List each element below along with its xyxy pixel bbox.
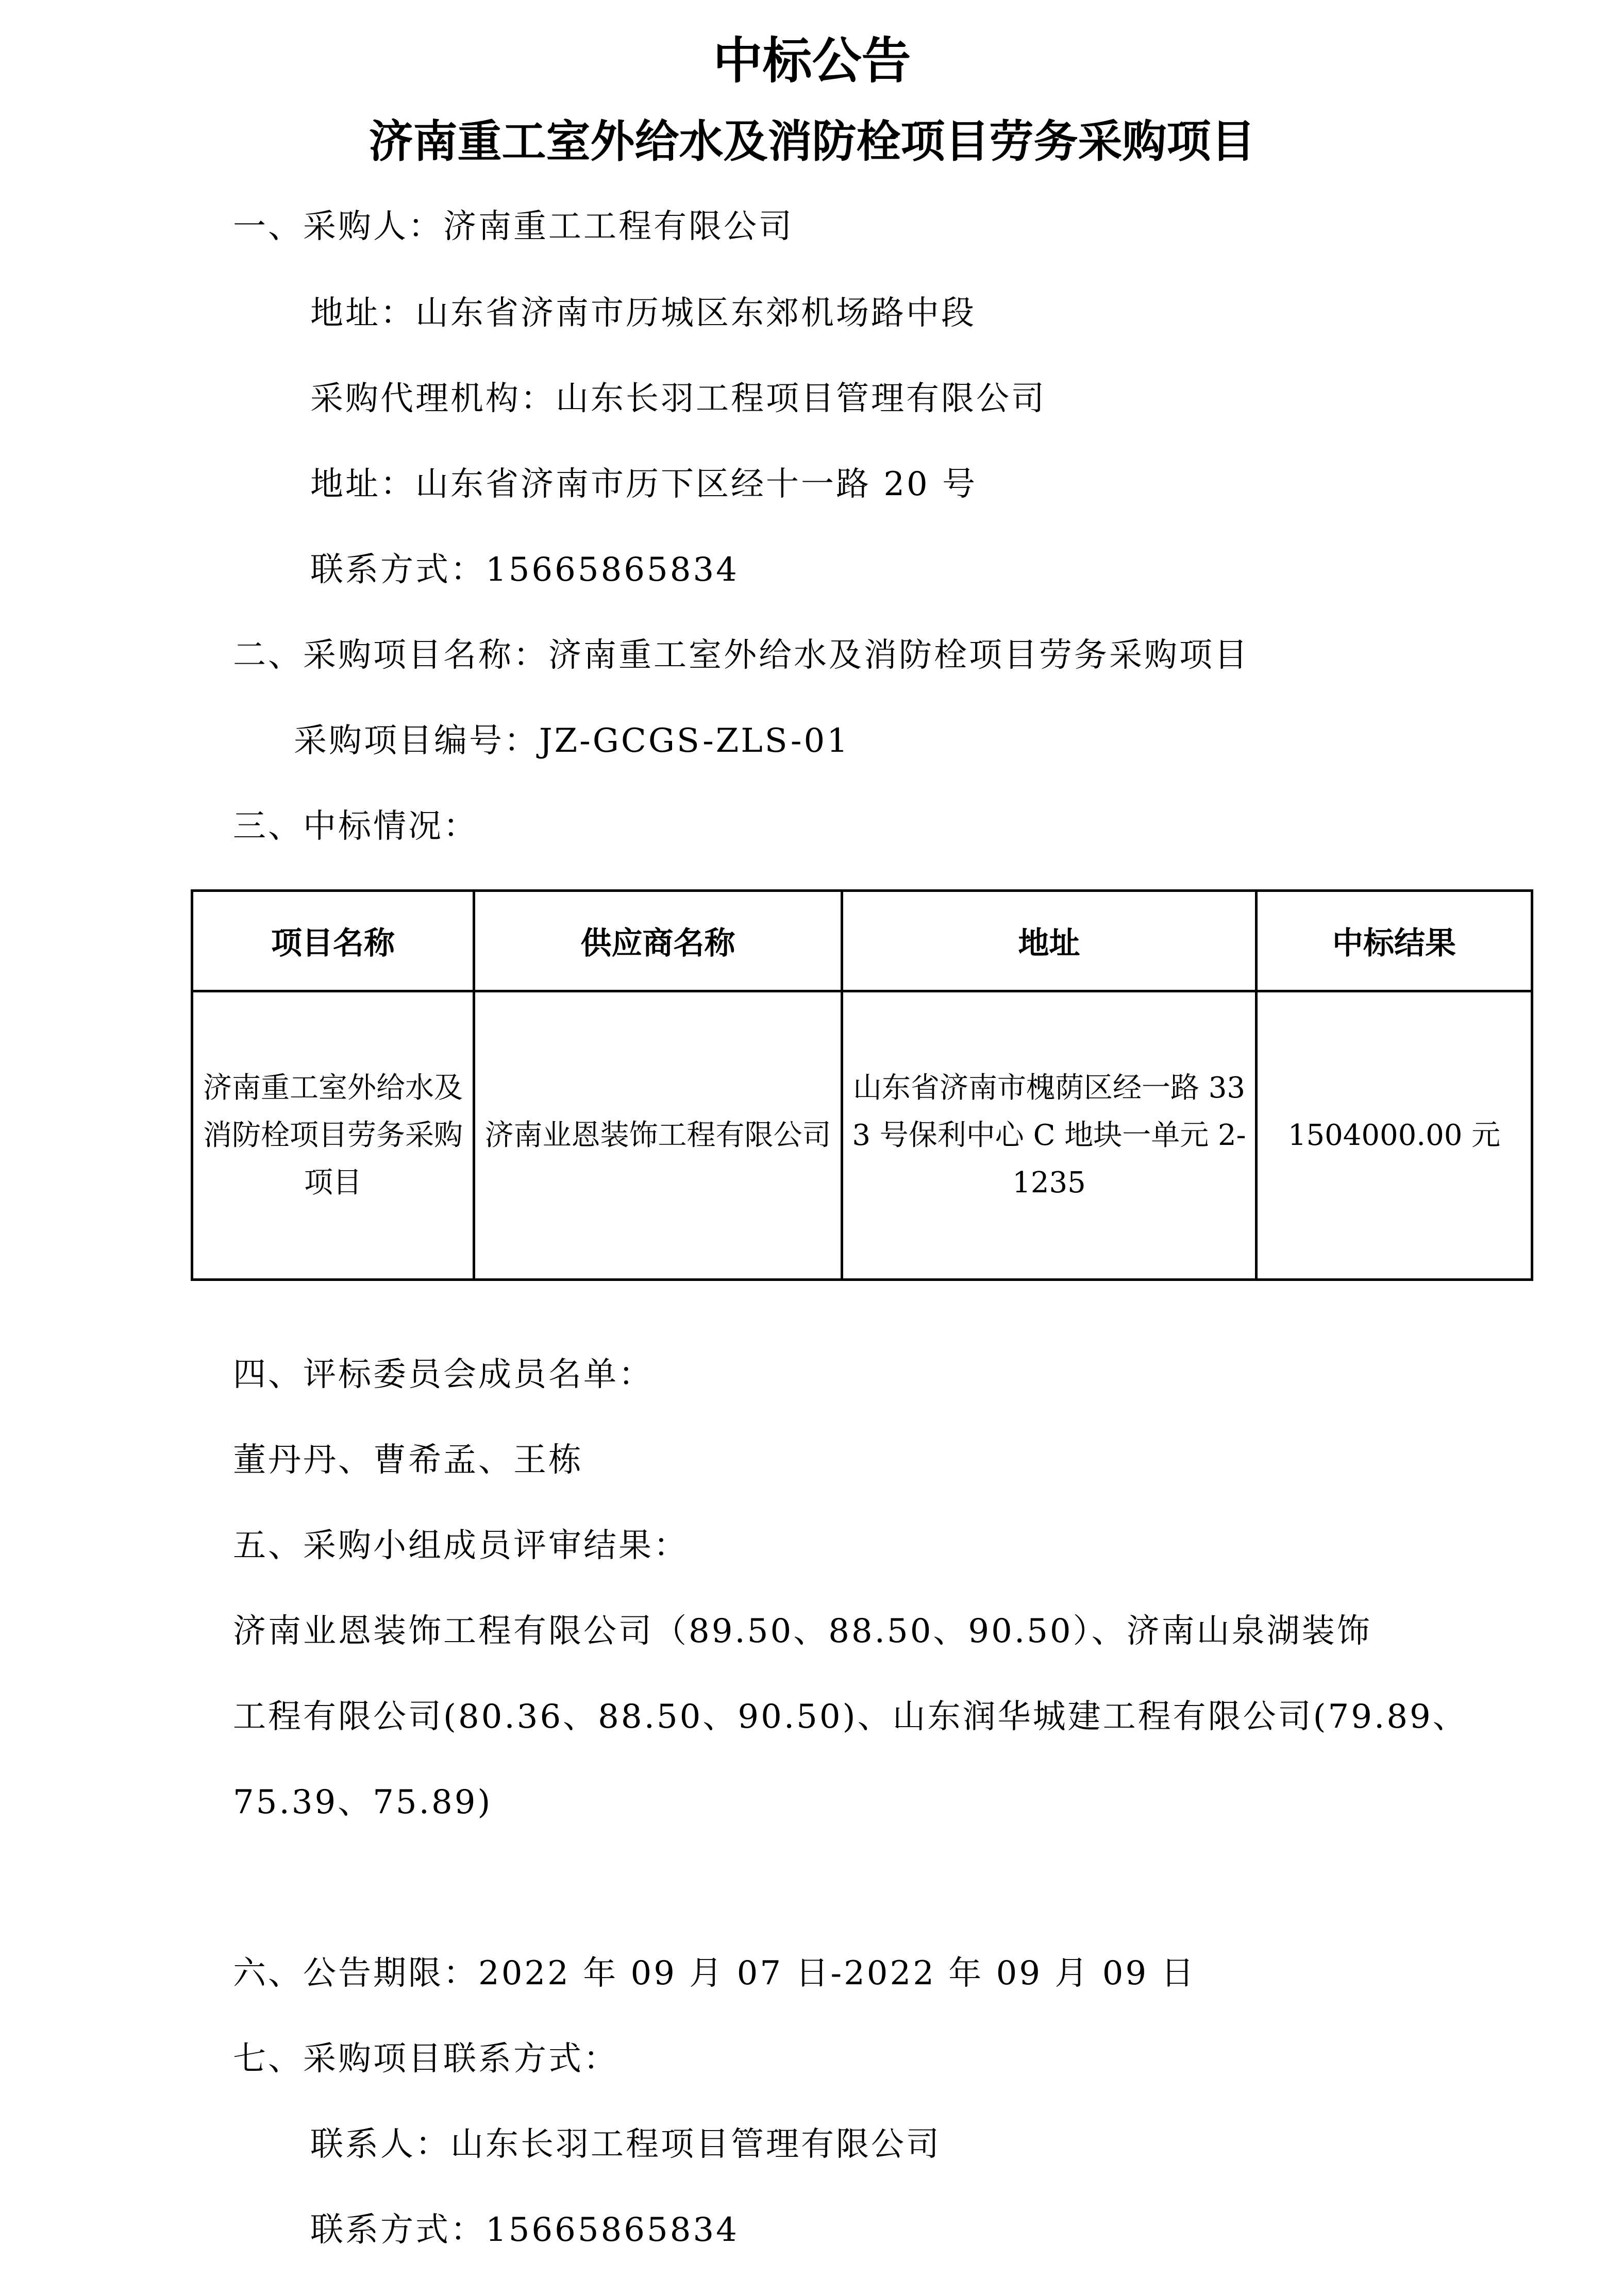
- committee-heading: 四、评标委员会成员名单：: [233, 1356, 654, 1394]
- project-name-line: 二、采购项目名称：济南重工室外给水及消防栓项目劳务采购项目: [233, 636, 1249, 674]
- cell-award-result: 1504000.00 元: [1257, 991, 1532, 1280]
- header-supplier-name: 供应商名称: [474, 891, 842, 991]
- notice-period: 六、公告期限：2022 年 09 月 07 日-2022 年 09 月 09 日: [233, 1954, 1196, 1993]
- page-title: 中标公告: [713, 32, 911, 90]
- cell-supplier-name: 济南业恩装饰工程有限公司: [474, 991, 842, 1280]
- table-header-row: [192, 891, 1532, 991]
- purchaser-address: 地址：山东省济南市历城区东郊机场路中段: [310, 294, 976, 332]
- review-result-line-1: 济南业恩装饰工程有限公司（89.50、88.50、90.50）、济南山泉湖装饰: [233, 1612, 1372, 1650]
- table-row: [192, 991, 1532, 1280]
- project-code-line: 采购项目编号：JZ-GCGS-ZLS-01: [294, 722, 850, 760]
- contact-line: 联系方式：15665865834: [310, 551, 739, 589]
- contact-heading: 七、采购项目联系方式：: [233, 2040, 618, 2078]
- project-title: 济南重工室外给水及消防栓项目劳务采购项目: [369, 116, 1255, 167]
- purchaser-line: 一、采购人：济南重工工程有限公司: [233, 208, 794, 246]
- review-result-line-2: 工程有限公司(80.36、88.50、90.50)、山东润华城建工程有限公司(79.89、: [233, 1698, 1468, 1736]
- header-project-name: 项目名称: [192, 891, 474, 991]
- cell-address: 山东省济南市槐荫区经一路 333 号保利中心 C 地块一单元 2-1235: [842, 991, 1257, 1280]
- header-award-result: 中标结果: [1257, 891, 1532, 991]
- contact-phone: 联系方式：15665865834: [310, 2211, 739, 2249]
- agency-line: 采购代理机构：山东长羽工程项目管理有限公司: [310, 380, 1046, 418]
- cell-project-name: 济南重工室外给水及消防栓项目劳务采购项目: [192, 991, 474, 1280]
- committee-members: 董丹丹、曹希孟、王栋: [233, 1441, 583, 1479]
- contact-person: 联系人：山东长羽工程项目管理有限公司: [310, 2125, 941, 2164]
- award-heading: 三、中标情况：: [233, 807, 478, 846]
- header-address: 地址: [842, 891, 1257, 991]
- review-heading: 五、采购小组成员评审结果：: [233, 1527, 689, 1565]
- agency-address: 地址：山东省济南市历下区经十一路 20 号: [310, 465, 978, 503]
- award-table: [191, 889, 1533, 1281]
- review-result-line-3: 75.39、75.89): [233, 1783, 493, 1821]
